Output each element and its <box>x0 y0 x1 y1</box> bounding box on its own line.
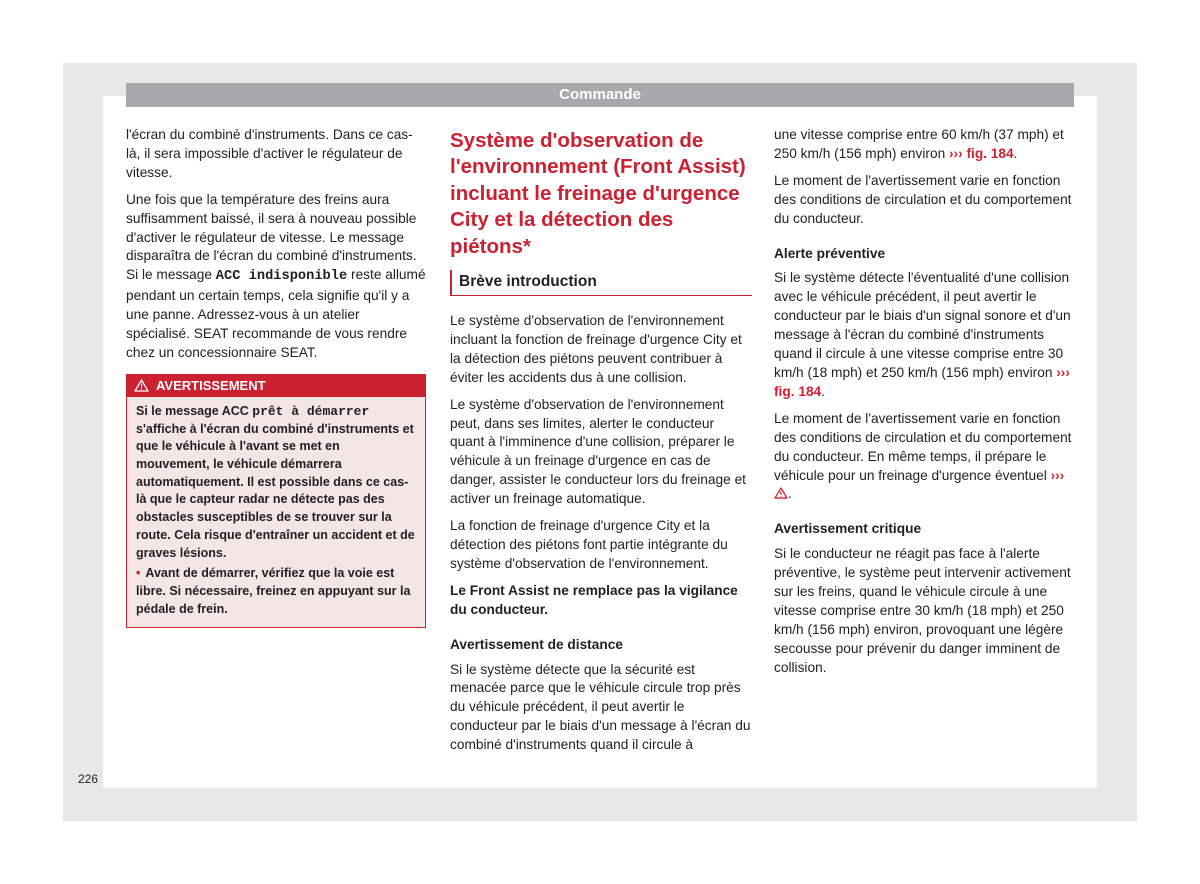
display-message-code: ACC indisponible <box>215 269 348 285</box>
warning-label: AVERTISSEMENT <box>156 377 266 393</box>
figure-link[interactable]: ››› fig. 184 <box>774 364 1070 399</box>
paragraph <box>126 191 426 363</box>
section-header <box>126 83 1074 107</box>
paragraph: Si le système détecte que la sécurité est menacée parce que le véhicule circule trop près du véhicule précédent, il peut avertir le conducteur par le biais d'un message à l'écran du combiné d'instruments quand il circule à <box>450 661 751 753</box>
text: . <box>1013 145 1018 161</box>
paragraph <box>774 410 1074 505</box>
paragraph: La fonction de freinage d'urgence City et la détection des piétons font partie intégrante du système d'observation de l'environnement. <box>450 518 728 571</box>
warning-header <box>127 375 425 397</box>
text: Si le message ACC <box>136 403 253 418</box>
column-left <box>126 126 426 628</box>
chapter-title: Système d'observation de l'environnement (Front Assist) incluant le freinage d'urgence City et la détection des piétons* <box>450 129 746 258</box>
text: s'affiche à l'écran du combiné d'instruments et que le véhicule à l'avant se met en mouvement, le véhicule démarrera automatiquement. Il est possible dans ce cas-là que le capteur radar ne détecte pas des obstacles susceptibles de se trouver sur la route. Cela risque d'entraîner un accident et de graves lésions. <box>136 421 415 560</box>
text: Avant de démarrer, vérifiez que la voie est libre. Si nécessaire, freinez en appuyant sur la pédale de frein. <box>136 566 411 616</box>
bullet-icon: • <box>136 566 141 581</box>
subheading: Avertissement de distance <box>450 636 623 652</box>
paragraph <box>774 126 1074 164</box>
column-right <box>774 126 1074 686</box>
column-middle <box>450 126 752 763</box>
subheading: Alerte préventive <box>774 245 886 261</box>
warning-box <box>126 374 426 628</box>
figure-link[interactable]: ››› fig. 184 <box>948 145 1014 161</box>
text: . <box>821 383 825 399</box>
paragraph <box>774 269 1074 401</box>
section-subtitle: Brève introduction <box>450 270 752 296</box>
text: Le moment de l'avertissement varie en fonction des conditions de circulation et du comportement du conducteur. En même temps, il prépare le véhicule pour un freinage d'urgence éventuel <box>774 410 1072 483</box>
text: reste allumé pendant un certain temps, cela signifie qu'il y a une panne. Adressez-vous à un atelier spécialisé. SEAT recommande de vous rendre chez un concessionnaire SEAT. <box>126 267 426 360</box>
text: . <box>788 486 792 502</box>
paragraph: Le moment de l'avertissement varie en fonction des conditions de circulation et du comportement du conducteur. <box>774 172 1072 226</box>
text: Une fois que la température des freins aura suffisamment baissé, il sera à nouveau possible d'activer le régulateur de vitesse. Le message disparaîtra de l'écran du combiné d'instruments. Si le message <box>126 191 417 283</box>
section-title: Commande <box>559 86 641 103</box>
display-message-code: prêt à démarrer <box>252 403 370 419</box>
link-arrows: ››› <box>1050 467 1065 483</box>
warning-triangle-icon <box>774 487 788 499</box>
warning-triangle-icon <box>134 379 149 392</box>
text: une vitesse comprise entre 60 km/h (37 mph) et 250 km/h (156 mph) environ <box>774 127 1064 161</box>
paragraph: l'écran du combiné d'instruments. Dans ce cas-là, il sera impossible d'activer le régulateur de vitesse. <box>126 127 413 180</box>
subheading: Avertissement critique <box>774 521 922 537</box>
paragraph: Le système d'observation de l'environnement incluant la fonction de freinage d'urgence City et la détection des piétons peuvent contribuer à éviter les accidents dus à une collision. <box>450 313 742 385</box>
warning-text <box>136 403 416 562</box>
paragraph: Si le conducteur ne réagit pas face à l'alerte préventive, le système peut intervenir activement sur les freins, quand le véhicule circule à une vitesse comprise entre 30 km/h (18 mph) et 250 km/h (156 mph) environ, provoquant une légère secousse pour prévenir du danger imminent de collision. <box>774 546 1071 675</box>
paragraph: Le système d'observation de l'environnement peut, dans ses limites, alerter le conducteur quant à l'imminence d'une collision, préparer le véhicule à un freinage d'urgence en cas de danger, assister le conducteur lors du freinage et activer un freinage automatique. <box>450 396 746 507</box>
page-number: 226 <box>78 772 99 786</box>
text: Si le système détecte l'éventualité d'une collision avec le véhicule précédent, il peut avertir le conducteur par le biais d'un signal sonore et d'un message à l'écran du combiné d'instruments quand il circule à une vitesse comprise entre 30 km/h (18 mph) et 250 km/h (156 mph) environ <box>774 270 1071 380</box>
warning-body <box>127 397 425 627</box>
paragraph-emphasis: Le Front Assist ne remplace pas la vigilance du conducteur. <box>450 582 738 617</box>
warning-bullet-item <box>136 565 416 618</box>
